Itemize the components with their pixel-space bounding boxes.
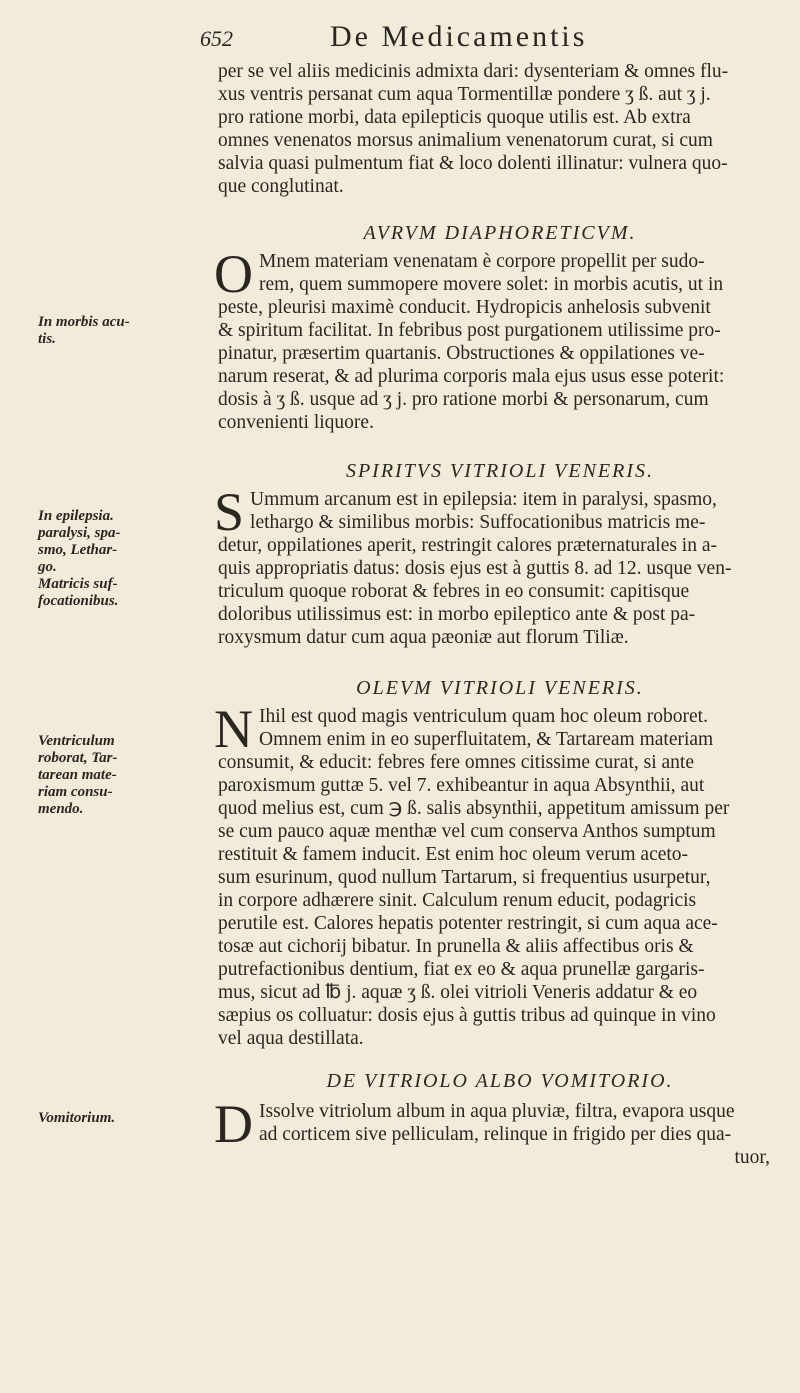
text-line: omnes venenatos morsus animalium venenatorum curat, si cum <box>218 130 713 151</box>
margin-note-line: Ventriculum <box>38 733 115 749</box>
text-line: pinatur, præsertim quartanis. Obstructiones & oppilationes ve- <box>218 343 705 364</box>
text-line: vel aqua destillata. <box>218 1028 364 1049</box>
margin-note-line: smo, Lethar- <box>38 542 118 558</box>
margin-note-line: focationibus. <box>38 593 119 609</box>
margin-note-line: Vomitorium. <box>38 1110 116 1126</box>
text-line: paroxismum guttæ 5. vel 7. exhibeantur in aqua Absynthii, aut <box>218 775 705 796</box>
margin-note-line: In epilepsia. <box>38 508 114 524</box>
section-title: AVRVM DIAPHORETICVM. <box>363 222 637 244</box>
running-title: De Medicamentis <box>330 20 588 53</box>
text-line: detur, oppilationes aperit, restringit calores præternaturales in a- <box>218 535 718 556</box>
text-line: sum esurinum, quod nullum Tartarum, si frequentius usurpetur, <box>218 867 711 888</box>
text-line: triculum quoque roborat & febres in eo consumit: capitisque <box>218 581 690 602</box>
text-line: que conglutinat. <box>218 176 344 197</box>
page-number: 652 <box>200 26 233 51</box>
drop-initial: N <box>214 699 253 759</box>
margin-note-line: roborat, Tar- <box>38 750 118 766</box>
text-line: salvia quasi pulmentum fiat & loco dolenti illinatur: vulnera quo- <box>218 153 728 174</box>
drop-initial: O <box>214 244 253 304</box>
margin-note <box>38 1110 208 1127</box>
text-line: mus, sicut ad ℔ j. aquæ ʒ ß. olei vitrioli Veneris addatur & eo <box>218 982 698 1003</box>
text-line: Mnem materiam venenatam è corpore propellit per sudo- <box>259 251 705 272</box>
text-line: narum reserat, & ad plurima corporis mala ejus usus esse poterit: <box>218 366 725 387</box>
margin-note <box>38 733 208 818</box>
margin-note-line: tis. <box>38 331 56 347</box>
text-line: consumit, & educit: febres fere omnes citissime curat, si ante <box>218 752 694 773</box>
section-paragraph <box>214 699 790 1050</box>
text-line: perutile est. Calores hepatis potenter restringit, si cum aqua ace- <box>218 913 718 934</box>
text-line: restituit & famem inducit. Est enim hoc oleum verum aceto- <box>218 844 689 865</box>
text-line: quis appropriatis datus: dosis ejus est à guttis 8. ad 12. usque ven- <box>218 558 732 579</box>
margin-note-line: riam consu- <box>38 784 113 800</box>
text-line: Issolve vitriolum album in aqua pluviæ, filtra, evapora usque <box>259 1101 735 1122</box>
text-line: lethargo & similibus morbis: Suffocationibus matricis me- <box>250 512 706 533</box>
margin-note-line: tarean mate- <box>38 767 117 783</box>
text-line: xus ventris persanat cum aqua Tormentillæ pondere ʒ ß. aut ʒ j. <box>218 84 711 105</box>
page-header <box>200 20 760 53</box>
drop-initial: S <box>214 482 245 542</box>
margin-note <box>38 314 208 348</box>
margin-note-line: In morbis acu- <box>38 314 130 330</box>
text-line: tosæ aut cichorij bibatur. In prunella & aliis affectibus oris & <box>218 936 694 957</box>
margin-note-line: mendo. <box>38 801 84 817</box>
margin-note-line: go. <box>38 559 57 575</box>
section-paragraph <box>214 244 790 434</box>
text-line: quod melius est, cum ℈ ß. salis absynthii, appetitum amissum per <box>218 798 730 819</box>
margin-note-line: Matricis suf- <box>38 576 118 592</box>
text-line: Ummum arcanum est in epilepsia: item in paralysi, spasmo, <box>250 489 717 510</box>
text-line: pro ratione morbi, data epilepticis quoque utilis est. Ab extra <box>218 107 691 128</box>
text-line: ad corticem sive pelliculam, relinque in frigido per dies qua- <box>259 1124 732 1145</box>
section-title: DE VITRIOLO ALBO VOMITORIO. <box>326 1070 674 1092</box>
section-title: SPIRITVS VITRIOLI VENERIS. <box>345 460 655 482</box>
text-line: rem, quem summopere movere solet: in morbis acutis, ut in <box>259 274 724 295</box>
margin-note-line: paralysi, spa- <box>38 525 121 541</box>
section-paragraph <box>214 482 790 649</box>
text-line: in corpore adhærere sinit. Calculum renum educit, podagricis <box>218 890 697 911</box>
catchword: tuor, <box>734 1147 770 1168</box>
intro-paragraph <box>218 60 790 198</box>
text-line: sæpius os colluatur: dosis ejus à guttis tribus ad quinque in vino <box>218 1005 716 1026</box>
text-line: doloribus utilissimus est: in morbo epileptico ante & post pa- <box>218 604 696 625</box>
section-title: OLEVM VITRIOLI VENERIS. <box>356 677 644 699</box>
text-line: Ihil est quod magis ventriculum quam hoc oleum roboret. <box>259 706 708 727</box>
margin-note <box>38 508 208 610</box>
text-line: putrefactionibus dentium, fiat ex eo & aqua prunellæ gargaris- <box>218 959 705 980</box>
text-line: per se vel aliis medicinis admixta dari: dysenteriam & omnes flu- <box>218 61 729 82</box>
text-line: peste, pleurisi maximè conducit. Hydropicis anhelosis subvenit <box>218 297 711 318</box>
drop-initial: D <box>214 1094 253 1154</box>
text-line: convenienti liquore. <box>218 412 374 433</box>
text-line: se cum pauco aquæ menthæ vel cum conserva Anthos sumptum <box>218 821 716 842</box>
text-line: Omnem enim in eo superfluitatem, & Tartaream materiam <box>259 729 714 750</box>
text-line: & spiritum facilitat. In febribus post purgationem utilissime pro- <box>218 320 721 341</box>
text-line: roxysmum datur cum aqua pæoniæ aut florum Tiliæ. <box>218 627 629 648</box>
text-line: dosis à ʒ ß. usque ad ʒ j. pro ratione morbi & personarum, cum <box>218 389 709 410</box>
section-paragraph <box>214 1094 790 1169</box>
